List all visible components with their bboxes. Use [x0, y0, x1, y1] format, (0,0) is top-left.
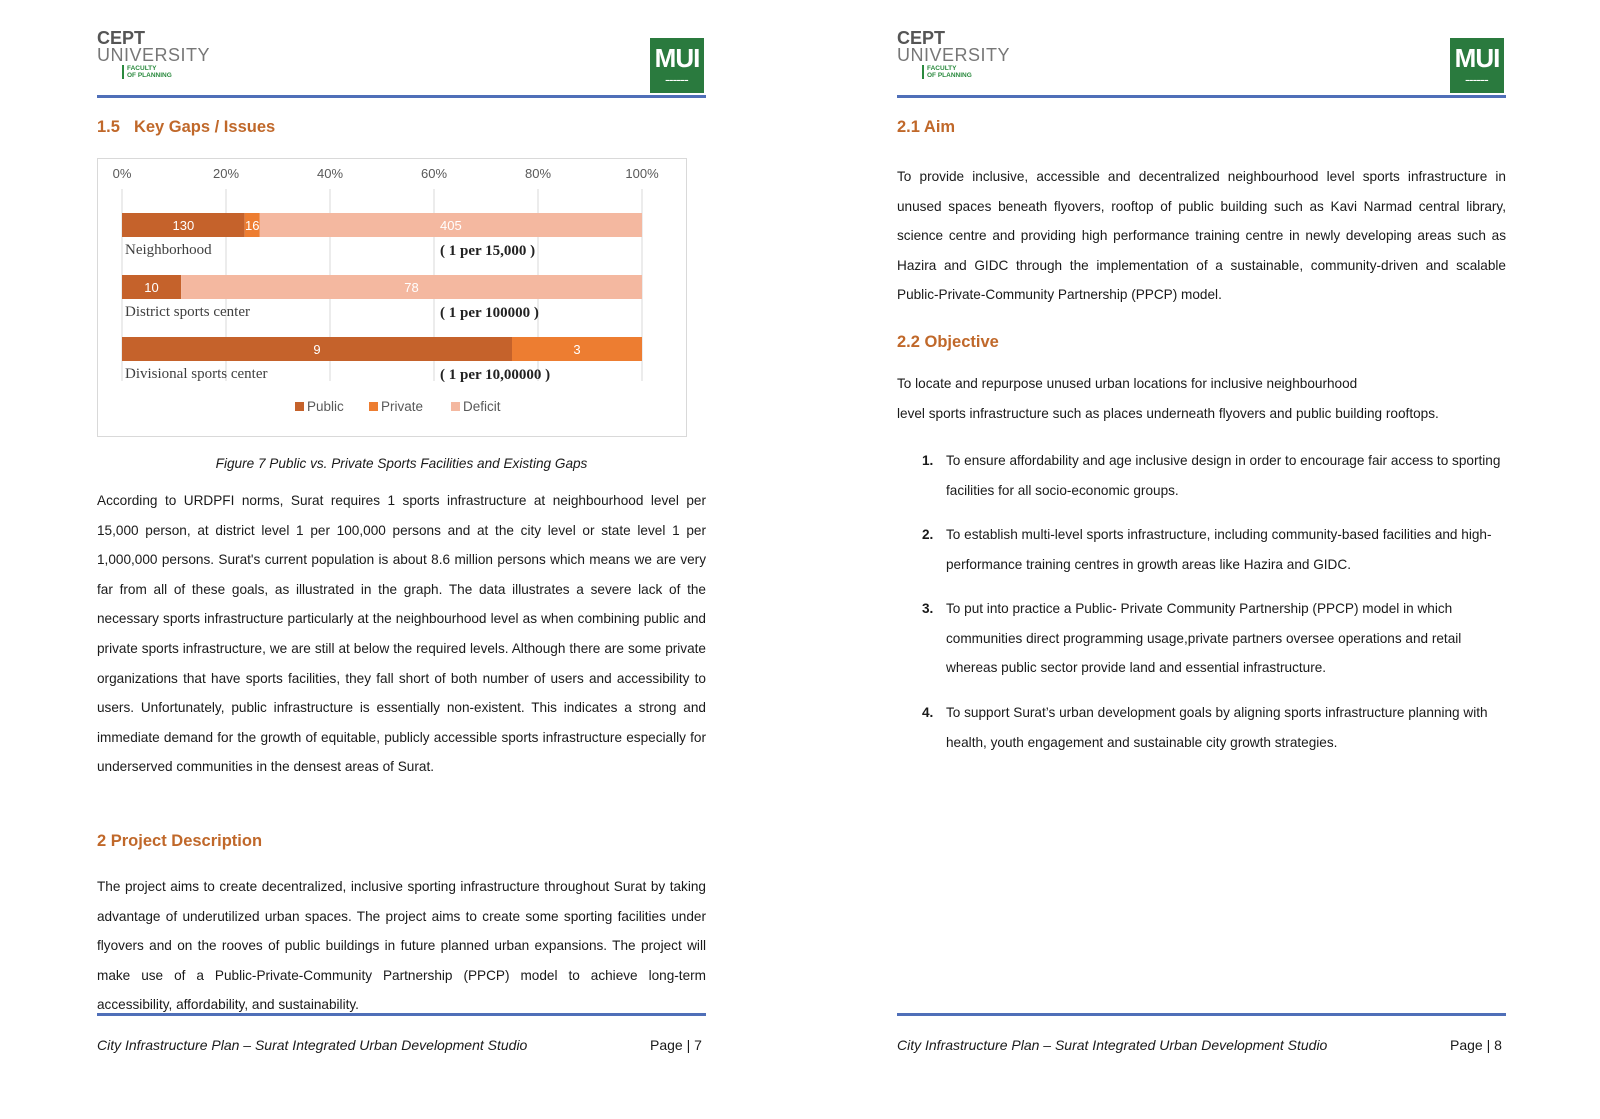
- header-rule: [97, 95, 706, 98]
- mui-logo: [1450, 38, 1504, 93]
- header-rule: [897, 95, 1506, 98]
- objective-text: To establish multi-level sports infrastructure, including community-based facilities and high-performance training centres in growth areas like Hazira and GIDC.: [946, 527, 1492, 572]
- facilities-gap-chart: [97, 158, 687, 437]
- section-heading-key-gaps: [97, 118, 275, 137]
- chart-legend-label: Deficit: [463, 399, 501, 414]
- mui-logo-subtext: ▬▬▬▬▬▬: [665, 78, 689, 82]
- logo-faculty-line1: FACULTY: [127, 65, 157, 72]
- logo-text-university: UNIVERSITY: [97, 45, 211, 65]
- objective-intro-line2: level sports infrastructure such as places underneath flyovers and public building rooftops.: [897, 405, 1439, 421]
- logo-text-cept: CEPT: [897, 28, 946, 48]
- footer-page-number: Page | 8: [1450, 1037, 1502, 1053]
- chart-data-label: 405: [440, 218, 462, 233]
- project-description-paragraph: The project aims to create decentralized, inclusive sporting infrastructure throughout Surat by taking advantage of underutilized urban spaces. The project aims to create some sporting facilities under flyovers and on the rooves of public buildings in future planned urban expansions. The project will make use of a Public-Private-Community Partnership (PPCP) model to achieve long-term accessibility, affordability, and sustainability.: [97, 879, 706, 1013]
- chart-svg: [98, 159, 688, 438]
- logo-faculty-line2: OF PLANNING: [927, 72, 972, 79]
- gaps-paragraph: According to URDPFI norms, Surat requires 1 sports infrastructure at neighbourhood level per 15,000 person, at district level 1 per 100,000 persons and at the city level or state level 1 per 1,000,000 persons. Surat's current population is about 8.6 million persons which means we are very far from all of these goals, as illustrated in the graph. The data illustrates a severe lack of the necessary sports infrastructure particularly at the neighbourhood level as when combining public and private sports infrastructure, we are still at below the required levels. Although there are some private organizations that have sports facilities, they fall short of both number of users and accessibility to users. Unfortunately, public infrastructure is essentially non-existent. This indicates a strong and immediate demand for the growth of equitable, publicly accessible sports infrastructure especially for underserved communities in the densest areas of Surat.: [97, 493, 706, 775]
- mui-logo: [650, 38, 704, 93]
- footer-rule: [897, 1013, 1506, 1016]
- chart-data-label: 16: [245, 218, 260, 233]
- aim-paragraph: To provide inclusive, accessible and decentralized neighbourhood level sports infrastructure in unused spaces beneath flyovers, rooftop of public building such as Kavi Narmad central library, science centre and providing high performance training centre in newly developing areas such as Hazira and GIDC through the implementation of a sustainable, community-driven and scalable Public-Private-Community Partnership (PPCP) model.: [897, 169, 1506, 303]
- objective-number: 2.: [922, 527, 934, 542]
- chart-data-label: 0: [644, 342, 652, 357]
- figure-caption: Figure 7 Public vs. Private Sports Facilities and Existing Gaps: [215, 456, 588, 471]
- chart-category-label: District sports center: [125, 304, 250, 320]
- cept-university-logo: [897, 28, 1011, 84]
- logo-text-cept: CEPT: [97, 28, 146, 48]
- chart-tick-label: 100%: [625, 166, 659, 181]
- chart-legend-swatch: [451, 402, 460, 411]
- section-heading-project-description: 2 Project Description: [97, 832, 263, 850]
- chart-data-label: 9: [313, 342, 321, 357]
- objective-intro-line1: To locate and repurpose unused urban locations for inclusive neighbourhood: [897, 376, 1358, 391]
- objective-text: To put into practice a Public- Private Community Partnership (PPCP) model in which communities direct programming usage,private partners oversee operations and retail whereas public sector provide land and essential infrastructure.: [946, 601, 1462, 676]
- chart-tick-label: 20%: [212, 166, 240, 181]
- logo-faculty-line1: FACULTY: [927, 65, 957, 72]
- chart-category-label: Neighborhood: [125, 242, 212, 258]
- chart-tick-label: 60%: [420, 166, 448, 181]
- objective-number: 1.: [922, 453, 934, 468]
- chart-data-label: 78: [404, 280, 419, 295]
- logo-text-faculty: [122, 65, 207, 79]
- chart-category-label: Divisional sports center: [125, 366, 268, 382]
- chart-legend-swatch: [295, 402, 304, 411]
- chart-data-label: 10: [144, 280, 159, 295]
- chart-data-label: 130: [172, 218, 195, 233]
- objective-text: To ensure affordability and age inclusive design in order to encourage fair access to sporting facilities for all socio-economic groups.: [946, 453, 1501, 498]
- objective-intro: [897, 369, 1506, 428]
- section-title: Key Gaps / Issues: [133, 118, 276, 136]
- mui-logo-subtext: ▬▬▬▬▬▬: [1465, 78, 1489, 82]
- chart-category-note: ( 1 per 15,000 ): [440, 243, 536, 259]
- mui-logo-text: MUI: [1454, 43, 1500, 73]
- chart-category-note: ( 1 per 100000 ): [440, 305, 539, 321]
- chart-tick-label: 80%: [524, 166, 552, 181]
- chart-legend-label: Private: [381, 399, 424, 414]
- chart-tick-label: 0%: [112, 166, 132, 181]
- logo-text-university: UNIVERSITY: [897, 45, 1011, 65]
- chart-category-note: ( 1 per 10,00000 ): [440, 367, 551, 383]
- section-heading-objective: 2.2 Objective: [897, 333, 999, 351]
- chart-tick-label: 40%: [316, 166, 344, 181]
- objective-number: 4.: [922, 705, 934, 720]
- footer-page-number: Page | 7: [650, 1037, 702, 1053]
- objective-number: 3.: [922, 601, 934, 616]
- chart-legend-swatch: [369, 402, 378, 411]
- chart-legend-label: Public: [307, 399, 344, 414]
- page-right: [800, 0, 1600, 1119]
- section-heading-aim: 2.1 Aim: [897, 118, 956, 136]
- objective-text: To support Surat’s urban development goals by aligning sports infrastructure planning with health, youth engagement and sustainable city growth strategies.: [946, 705, 1488, 750]
- footer-title: City Infrastructure Plan – Surat Integrated Urban Development Studio: [97, 1037, 528, 1053]
- mui-logo-text: MUI: [654, 43, 700, 73]
- cept-university-logo: [97, 28, 211, 84]
- footer-rule: [97, 1013, 706, 1016]
- section-number: 1.5: [97, 118, 120, 136]
- footer-title: City Infrastructure Plan – Surat Integrated Urban Development Studio: [897, 1037, 1328, 1053]
- logo-text-faculty: [922, 65, 1007, 79]
- logo-faculty-line2: OF PLANNING: [127, 72, 172, 79]
- chart-data-label: 3: [573, 342, 581, 357]
